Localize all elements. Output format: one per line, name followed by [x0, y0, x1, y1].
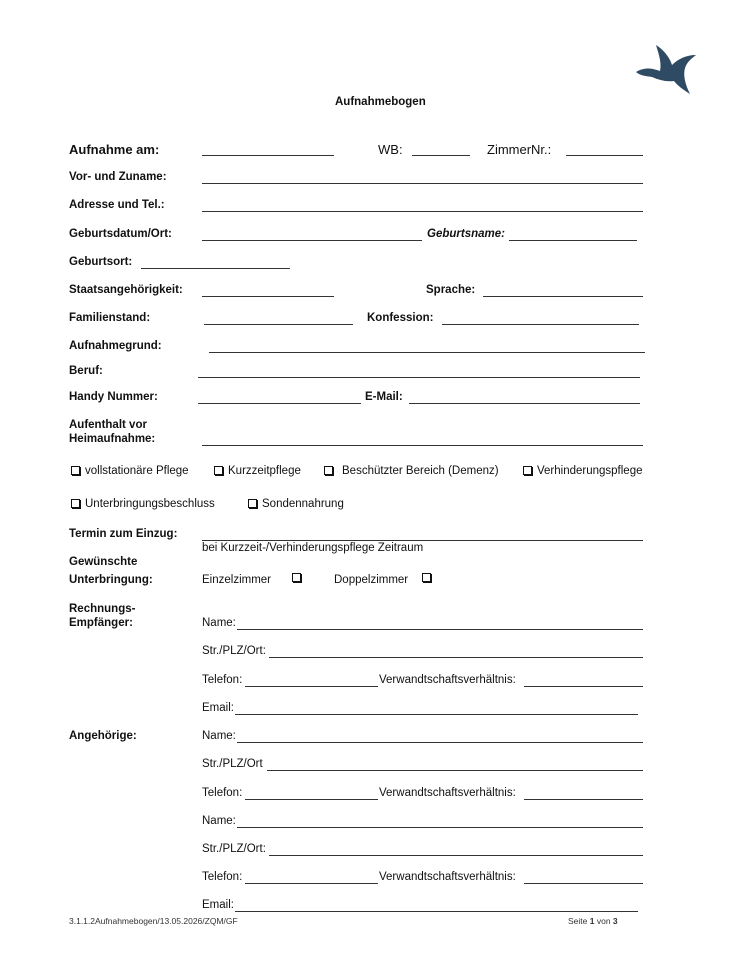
- option-unterbringungsbeschluss[interactable]: Unterbringungsbeschluss: [71, 498, 215, 510]
- aufenthalt-field[interactable]: [202, 445, 643, 446]
- angehoerige-name-field[interactable]: [237, 742, 643, 743]
- geburtsname-label: Geburtsname:: [427, 228, 505, 240]
- rechnung-email-label: Email:: [202, 702, 234, 714]
- checkbox[interactable]: [523, 466, 532, 475]
- rechnung-label-1: Rechnungs-: [69, 603, 136, 615]
- aufnahmegrund-label: Aufnahmegrund:: [69, 340, 162, 352]
- unterbringung-label-2: Unterbringung:: [69, 574, 153, 586]
- einzelzimmer-label: Einzelzimmer: [202, 574, 272, 586]
- option-sondennahrung[interactable]: Sondennahrung: [248, 498, 344, 510]
- checkbox[interactable]: [71, 466, 80, 475]
- rechnung-telefon-field[interactable]: [245, 686, 378, 687]
- angehoerige-name-label: Name:: [202, 730, 236, 742]
- adresse-label: Adresse und Tel.:: [69, 199, 165, 211]
- option-vollstationaer[interactable]: vollstationäre Pflege: [71, 465, 189, 477]
- handy-label: Handy Nummer:: [69, 391, 158, 403]
- beruf-label: Beruf:: [69, 365, 103, 377]
- geburtsdatum-label: Geburtsdatum/Ort:: [69, 228, 172, 240]
- angehoerige-verwandt-label: Verwandtschaftsverhältnis:: [379, 787, 516, 799]
- termin-note: bei Kurzzeit-/Verhinderungspflege Zeitraum: [202, 542, 424, 554]
- checkbox[interactable]: [214, 466, 223, 475]
- familienstand-label: Familienstand:: [69, 312, 151, 324]
- angehoerige-verwandt2-label: Verwandtschaftsverhältnis:: [379, 871, 516, 883]
- dove-logo: [634, 42, 700, 96]
- aufnahme-am-field[interactable]: [202, 155, 334, 156]
- rechnung-verwandt-field[interactable]: [524, 686, 643, 687]
- rechnung-str-field[interactable]: [269, 657, 643, 658]
- einzelzimmer-checkbox[interactable]: [292, 573, 301, 582]
- option-kurzzeitpflege[interactable]: Kurzzeitpflege: [214, 465, 301, 477]
- staatsangehoerigkeit-field[interactable]: [202, 296, 334, 297]
- konfession-label: Konfession:: [367, 312, 434, 324]
- name-field[interactable]: [202, 183, 643, 184]
- angehoerige-name2-field[interactable]: [237, 827, 643, 828]
- wb-field[interactable]: [412, 155, 470, 156]
- geburtsort-label: Geburtsort:: [69, 256, 133, 268]
- staatsangehoerigkeit-label: Staatsangehörigkeit:: [69, 284, 183, 296]
- rechnung-telefon-label: Telefon:: [202, 674, 243, 686]
- rechnung-label-2: Empfänger:: [69, 617, 133, 629]
- angehoerige-label: Angehörige:: [69, 730, 137, 742]
- angehoerige-verwandt-field[interactable]: [524, 799, 643, 800]
- geburtsort-field[interactable]: [141, 268, 290, 269]
- rechnung-verwandt-label: Verwandtschaftsverhältnis:: [379, 674, 516, 686]
- rechnung-email-field[interactable]: [235, 714, 638, 715]
- option-verhinderungspflege[interactable]: Verhinderungspflege: [523, 465, 643, 477]
- geburtsname-field[interactable]: [509, 240, 637, 241]
- checkbox[interactable]: [248, 499, 257, 508]
- rechnung-name-label: Name:: [202, 617, 236, 629]
- name-label: Vor- und Zuname:: [69, 171, 167, 183]
- aufenthalt-label-2: Heimaufnahme:: [69, 433, 156, 445]
- termin-field[interactable]: [202, 540, 643, 541]
- angehoerige-str-field[interactable]: [267, 770, 643, 771]
- termin-label: Termin zum Einzug:: [69, 528, 178, 540]
- footer-page-number: Seite 1 von 3: [568, 916, 618, 926]
- angehoerige-verwandt2-field[interactable]: [524, 883, 643, 884]
- adresse-field[interactable]: [202, 211, 643, 212]
- option-beschuetzter-bereich[interactable]: Beschützter Bereich (Demenz): [324, 465, 499, 477]
- email-label: E-Mail:: [365, 391, 403, 403]
- angehoerige-name2-label: Name:: [202, 815, 236, 827]
- angehoerige-telefon2-field[interactable]: [245, 883, 378, 884]
- sprache-label: Sprache:: [426, 284, 476, 296]
- zimmer-nr-field[interactable]: [566, 155, 643, 156]
- angehoerige-telefon2-label: Telefon:: [202, 871, 243, 883]
- email-field[interactable]: [409, 403, 640, 404]
- page-title: Aufnahmebogen: [335, 96, 426, 108]
- beruf-field[interactable]: [198, 377, 640, 378]
- zimmer-nr-label: ZimmerNr.:: [487, 142, 552, 157]
- konfession-field[interactable]: [442, 324, 639, 325]
- angehoerige-email-field[interactable]: [235, 911, 638, 912]
- familienstand-field[interactable]: [204, 324, 353, 325]
- angehoerige-telefon-field[interactable]: [245, 799, 378, 800]
- handy-field[interactable]: [198, 403, 361, 404]
- wb-label: WB:: [378, 142, 403, 157]
- angehoerige-email-label: Email:: [202, 899, 234, 911]
- angehoerige-str2-label: Str./PLZ/Ort:: [202, 843, 266, 855]
- doppelzimmer-checkbox[interactable]: [422, 573, 431, 582]
- angehoerige-telefon-label: Telefon:: [202, 787, 243, 799]
- angehoerige-str2-field[interactable]: [269, 855, 643, 856]
- checkbox[interactable]: [324, 466, 333, 475]
- footer-doc-id: 3.1.1.2Aufnahmebogen/13.05.2026/ZQM/GF: [69, 916, 238, 926]
- geburtsdatum-field[interactable]: [202, 240, 422, 241]
- aufenthalt-label-1: Aufenthalt vor: [69, 419, 147, 431]
- unterbringung-label-1: Gewünschte: [69, 556, 138, 568]
- doppelzimmer-label: Doppelzimmer: [334, 574, 409, 586]
- angehoerige-str-label: Str./PLZ/Ort: [202, 758, 263, 770]
- rechnung-str-label: Str./PLZ/Ort:: [202, 645, 266, 657]
- aufnahmegrund-field[interactable]: [209, 352, 645, 353]
- aufnahme-am-label: Aufnahme am:: [69, 142, 160, 157]
- sprache-field[interactable]: [483, 296, 643, 297]
- rechnung-name-field[interactable]: [237, 629, 643, 630]
- checkbox[interactable]: [71, 499, 80, 508]
